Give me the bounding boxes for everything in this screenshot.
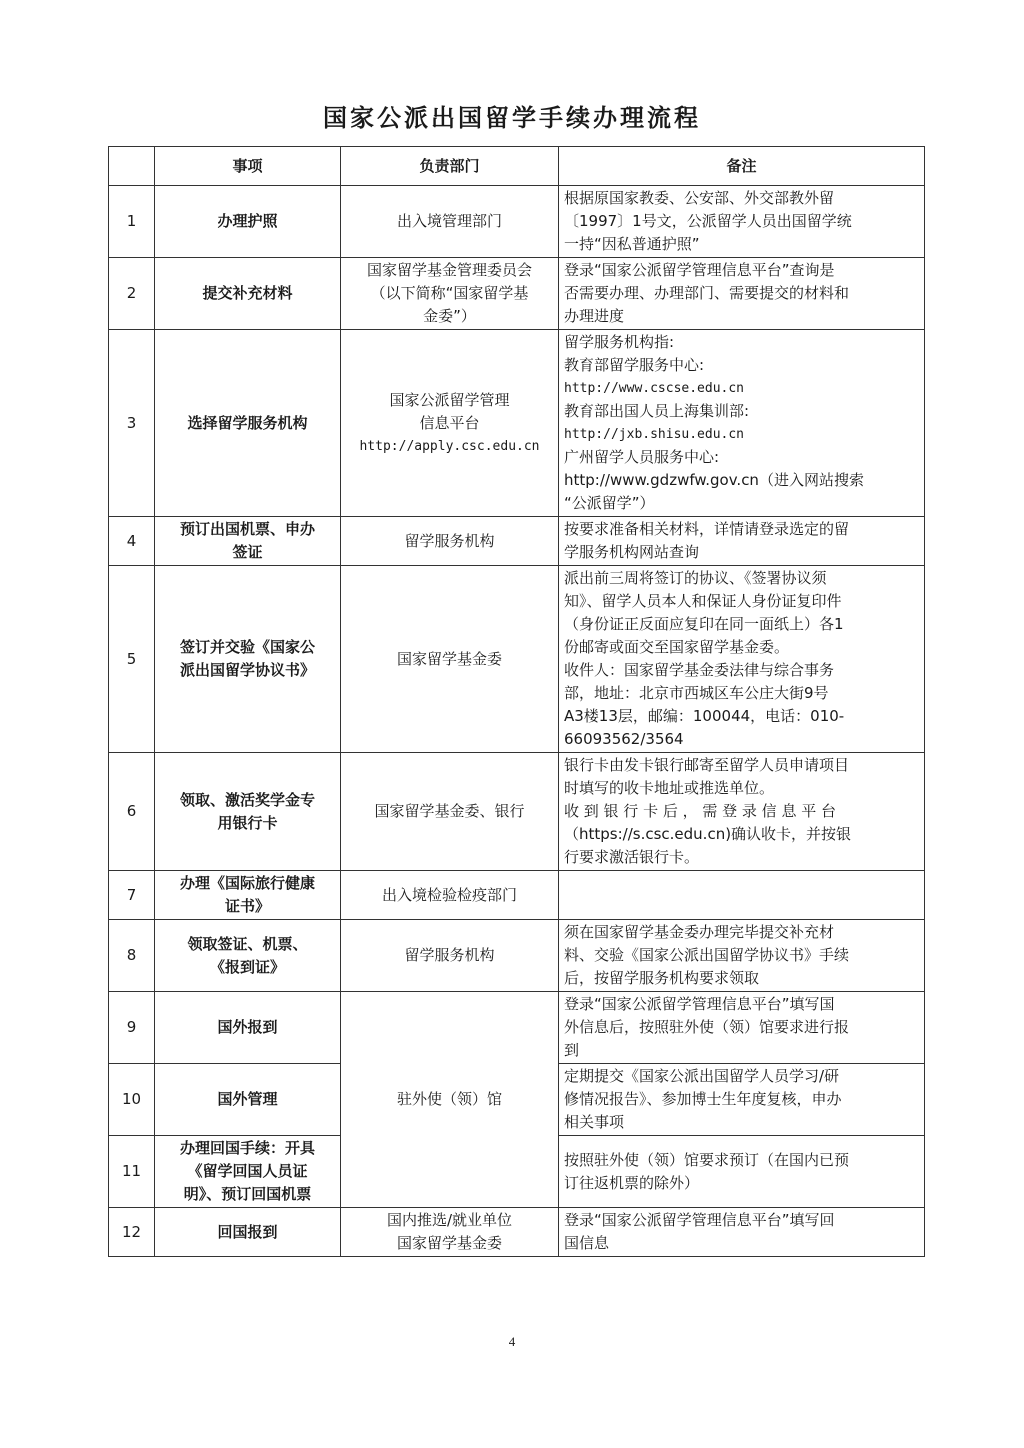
row-note: 留学服务机构指: 教育部留学服务中心: http://www.cscse.edu.cn 教育部出国人员上海集训部: http://jxb.shisu.edu.cn 广州留学人员服务中心: http://www.gdzwfw.gov.cn（进入网站搜索 “公派留学”） (559, 330, 925, 517)
row-item: 预订出国机票、申办 签证 (155, 517, 341, 566)
table-row (109, 566, 925, 753)
row-dept: 出入境检验检疫部门 (341, 871, 559, 920)
row-item: 提交补充材料 (155, 258, 341, 330)
row-dept: 出入境管理部门 (341, 186, 559, 258)
row-item: 国外报到 (155, 992, 341, 1064)
table-header-row (109, 147, 925, 186)
row-note: 登录“国家公派留学管理信息平台”查询是 否需要办理、办理部门、需要提交的材料和 办理进度 (559, 258, 925, 330)
row-note: 根据原国家教委、公安部、外交部教外留 〔1997〕1号文，公派留学人员出国留学统 一持“因私普通护照” (559, 186, 925, 258)
row-dept: 国家留学基金管理委员会 （以下简称“国家留学基 金委”） (341, 258, 559, 330)
table-row (109, 1208, 925, 1257)
row-item: 国外管理 (155, 1064, 341, 1136)
table-row (109, 871, 925, 920)
table-row (109, 517, 925, 566)
row-item: 签订并交验《国家公 派出国留学协议书》 (155, 566, 341, 753)
row-note: 定期提交《国家公派出国留学人员学习/研 修情况报告》、参加博士生年度复核，申办 相关事项 (559, 1064, 925, 1136)
row-note: 须在国家留学基金委办理完毕提交补充材 料、交验《国家公派出国留学协议书》手续 后，按留学服务机构要求领取 (559, 920, 925, 992)
row-item: 领取签证、机票、 《报到证》 (155, 920, 341, 992)
row-dept: 留学服务机构 (341, 517, 559, 566)
row-number: 5 (109, 566, 155, 753)
row-number: 6 (109, 753, 155, 871)
table-row (109, 330, 925, 517)
procedure-table (108, 146, 925, 1257)
table-row (109, 992, 925, 1064)
row-item: 办理《国际旅行健康 证书》 (155, 871, 341, 920)
row-item: 办理护照 (155, 186, 341, 258)
row-note (559, 871, 925, 920)
row-number: 12 (109, 1208, 155, 1257)
row-note: 登录“国家公派留学管理信息平台”填写国 外信息后，按照驻外使（领）馆要求进行报 到 (559, 992, 925, 1064)
row-number: 9 (109, 992, 155, 1064)
row-note: 按要求准备相关材料，详情请登录选定的留 学服务机构网站查询 (559, 517, 925, 566)
table-row (109, 920, 925, 992)
row-dept: 国家留学基金委 (341, 566, 559, 753)
row-item: 选择留学服务机构 (155, 330, 341, 517)
row-number: 11 (109, 1136, 155, 1208)
row-item: 领取、激活奖学金专 用银行卡 (155, 753, 341, 871)
header-dept: 负责部门 (341, 147, 559, 186)
row-number: 1 (109, 186, 155, 258)
row-dept: 国家留学基金委、银行 (341, 753, 559, 871)
row-note: 按照驻外使（领）馆要求预订（在国内已预 订往返机票的除外） (559, 1136, 925, 1208)
row-number: 7 (109, 871, 155, 920)
page-title: 国家公派出国留学手续办理流程 (323, 103, 701, 132)
table-row (109, 258, 925, 330)
header-item: 事项 (155, 147, 341, 186)
table-row (109, 186, 925, 258)
row-dept: 驻外使（领）馆 (341, 992, 559, 1208)
page-number: 4 (508, 1334, 516, 1349)
header-note: 备注 (559, 147, 925, 186)
row-item: 办理回国手续：开具 《留学回国人员证 明》、预订回国机票 (155, 1136, 341, 1208)
row-dept: 国内推选/就业单位 国家留学基金委 (341, 1208, 559, 1257)
header-num (109, 147, 155, 186)
table-row (109, 753, 925, 871)
row-note: 银行卡由发卡银行邮寄至留学人员申请项目 时填写的收卡地址或推选单位。 收 到 银 行 卡 后 ， 需 登 录 信 息 平 台 （https://s.csc.edu.cn)确认收卡，并按银 行要求激活银行卡。 (559, 753, 925, 871)
row-number: 8 (109, 920, 155, 992)
row-number: 10 (109, 1064, 155, 1136)
row-number: 4 (109, 517, 155, 566)
row-note: 登录“国家公派留学管理信息平台”填写回 国信息 (559, 1208, 925, 1257)
row-dept: 国家公派留学管理 信息平台 http://apply.csc.edu.cn (341, 330, 559, 517)
row-number: 3 (109, 330, 155, 517)
row-number: 2 (109, 258, 155, 330)
row-dept: 留学服务机构 (341, 920, 559, 992)
row-item: 回国报到 (155, 1208, 341, 1257)
row-note: 派出前三周将签订的协议、《签署协议须 知》、留学人员本人和保证人身份证复印件 （身份证正反面应复印在同一面纸上）各1 份邮寄或面交至国家留学基金委。 收件人：国家留学基金委法律与综合事务 部，地址：北京市西城区车公庄大街9号 A3楼13层，邮编：100044，电话：010- 66093562/3564 (559, 566, 925, 753)
